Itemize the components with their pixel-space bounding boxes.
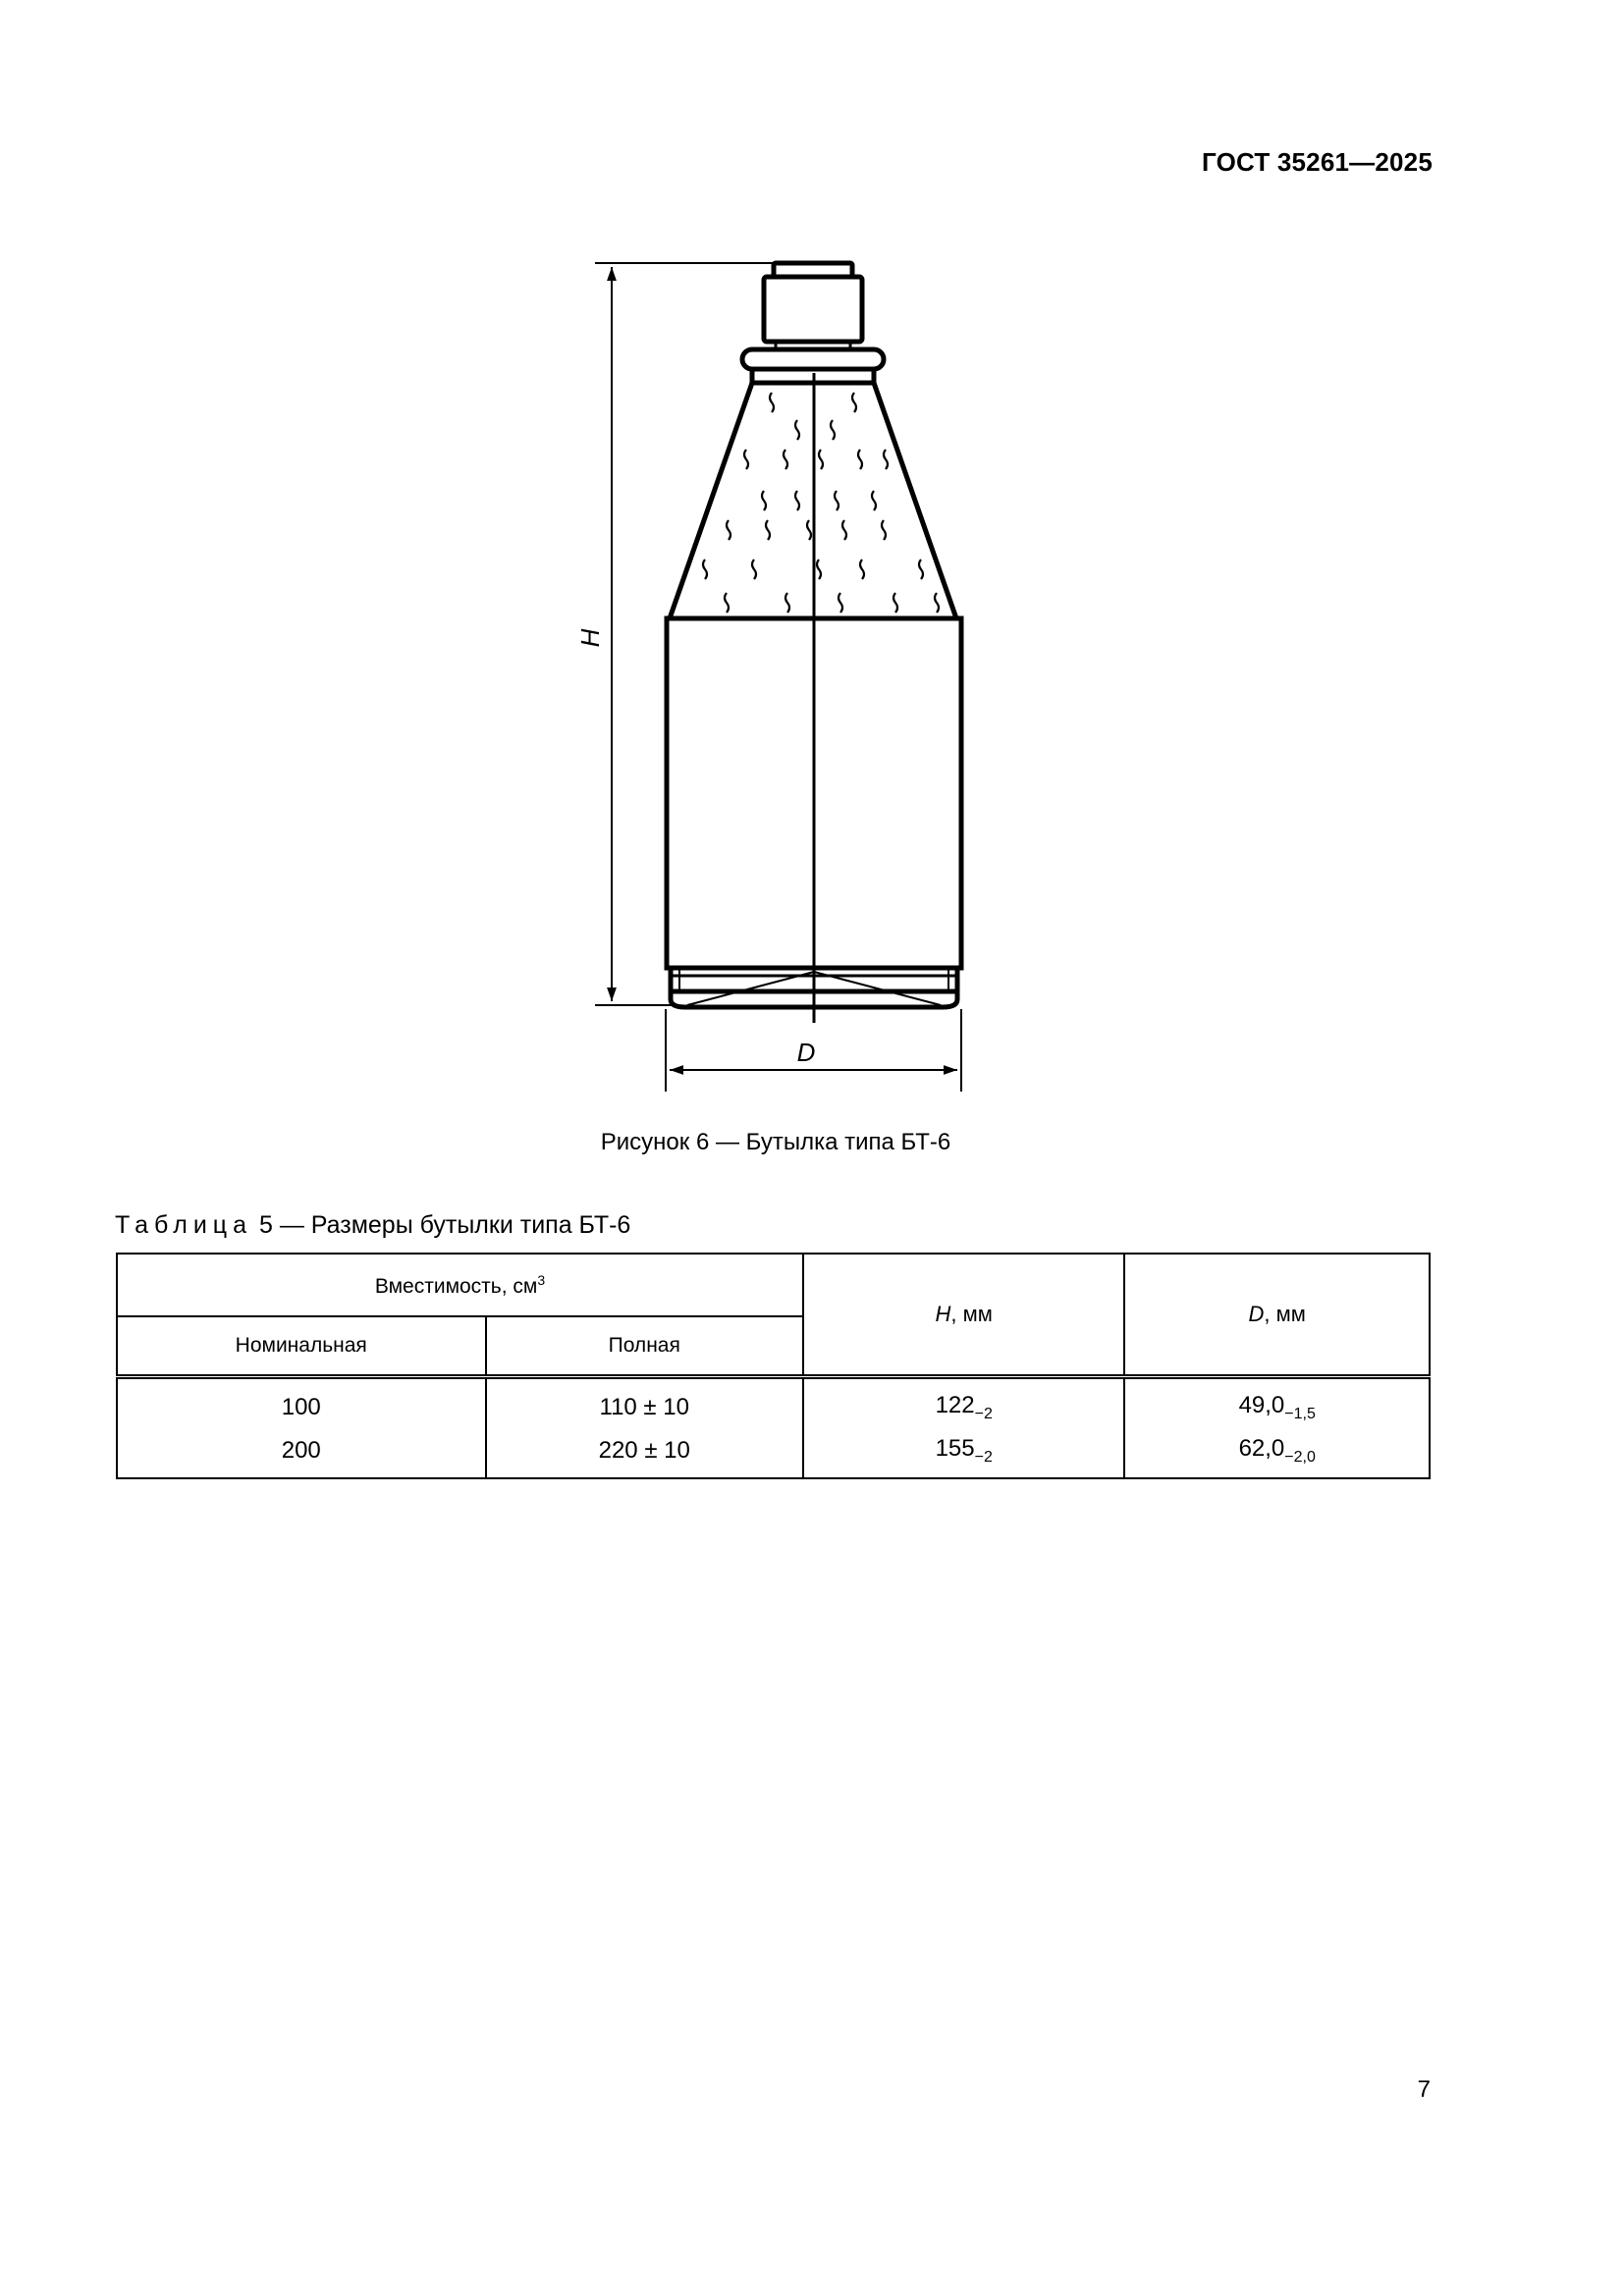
- cell-nominal: 100: [117, 1377, 486, 1429]
- document-standard-header: ГОСТ 35261—2025: [1202, 147, 1433, 177]
- cell-height: $155_{-2}$: [803, 1428, 1124, 1478]
- table-row: [117, 1377, 1430, 1429]
- height-label: H: [575, 628, 605, 648]
- cell-nominal: 200: [117, 1428, 486, 1478]
- cell-full: 220 ± 10: [486, 1428, 803, 1478]
- table-title-word: Таблица: [115, 1211, 253, 1239]
- table-title: [115, 1211, 630, 1240]
- cell-full: 110 ± 10: [486, 1377, 803, 1429]
- cell-diameter: $49,0_{-1,5}$: [1124, 1377, 1430, 1429]
- header-full: Полная: [486, 1316, 803, 1377]
- table-title-text: 5 — Размеры бутылки типа БТ-6: [258, 1211, 631, 1239]
- cell-diameter: $62,0_{-2,0}$: [1124, 1428, 1430, 1478]
- header-height: H, мм: [803, 1254, 1124, 1377]
- page-number: 7: [1417, 2076, 1431, 2103]
- bottle-dimensions-table: [116, 1253, 1431, 1479]
- header-diameter: D, мм: [1124, 1254, 1430, 1377]
- bottle-drawing: [0, 0, 1624, 1099]
- header-nominal: Номинальная: [117, 1316, 486, 1377]
- cell-height: $122_{-2}$: [803, 1377, 1124, 1429]
- table-row: [117, 1428, 1430, 1478]
- figure-caption: Рисунок 6 — Бутылка типа БТ-6: [600, 1129, 951, 1155]
- diameter-label: D: [796, 1038, 816, 1067]
- header-capacity: Вместимость, $см^3$: [117, 1254, 803, 1316]
- height-dimension: [595, 263, 774, 1005]
